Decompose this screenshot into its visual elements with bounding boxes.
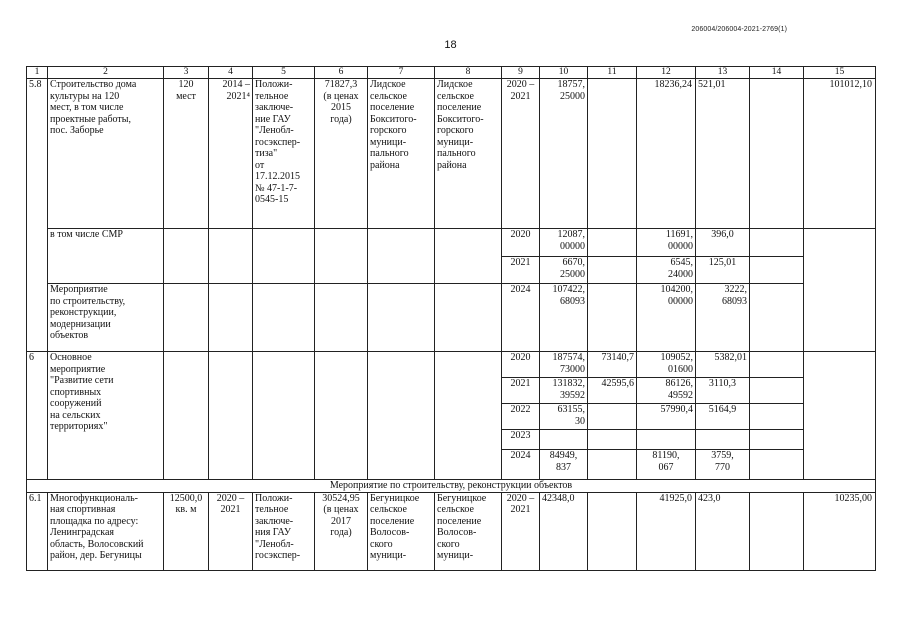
- amount-col11: [588, 450, 637, 480]
- amount-col11: 73140,7: [588, 352, 637, 378]
- amount-col14: [750, 284, 804, 352]
- year: 2024: [502, 450, 540, 480]
- empty-cell: [315, 229, 368, 284]
- amount-col15: [804, 229, 876, 352]
- empty-cell: [368, 284, 435, 352]
- capacity: 120 мест: [164, 79, 209, 229]
- header-cell: 3: [164, 67, 209, 79]
- amount-col14: [750, 79, 804, 229]
- header-cell: 14: [750, 67, 804, 79]
- item-name: Многофункциональ- ная спортивная площадка по адресу: Ленинградская область, Волосовский район, дер. Бегуницы: [48, 492, 164, 570]
- amount-col13: 3110,3: [696, 378, 750, 404]
- header-row: [27, 67, 876, 79]
- header-cell: 6: [315, 67, 368, 79]
- amount-col15: [804, 352, 876, 480]
- amount-col10: 12087, 00000: [540, 229, 588, 257]
- amount-col14: [750, 352, 804, 378]
- amount-col11: [588, 79, 637, 229]
- empty-cell: [315, 352, 368, 480]
- empty-cell: [368, 229, 435, 284]
- capacity: 12500,0 кв. м: [164, 492, 209, 570]
- amount-col10: 84949, 837: [540, 450, 588, 480]
- period: 2020 – 2021: [209, 492, 253, 570]
- header-cell: 5: [253, 67, 315, 79]
- header-cell: 8: [435, 67, 502, 79]
- estimated-cost: 30524,95 (в ценах 2017 года): [315, 492, 368, 570]
- amount-col15: 101012,10: [804, 79, 876, 229]
- amount-col11: [588, 229, 637, 257]
- table-row: [27, 492, 876, 570]
- year: 2022: [502, 404, 540, 430]
- empty-cell: [435, 229, 502, 284]
- amount-col14: [750, 450, 804, 480]
- table-row: [27, 352, 876, 378]
- empty-cell: [253, 352, 315, 480]
- amount-col12: 81190, 067: [637, 450, 696, 480]
- amount-col10: 63155, 30: [540, 404, 588, 430]
- row-number: 6.1: [27, 492, 48, 570]
- amount-col10: 107422, 68093: [540, 284, 588, 352]
- year: 2020 – 2021: [502, 492, 540, 570]
- amount-col14: [750, 229, 804, 257]
- approval-document: Положи- тельное заключе- ние ГАУ "Ленобл- госэкспер- тиза" от 17.12.2015 № 47-1-7- 0545-15: [253, 79, 315, 229]
- header-cell: 13: [696, 67, 750, 79]
- amount-col10: [540, 430, 588, 450]
- budget-table: [26, 66, 876, 571]
- item-name: Строительство дома культуры на 120 мест, в том числе проектные работы, пос. Заборье: [48, 79, 164, 229]
- customer: Лидское сельское поселение Бокситого- горского муници- пального района: [368, 79, 435, 229]
- amount-col10: 18757, 25000: [540, 79, 588, 229]
- header-cell: 4: [209, 67, 253, 79]
- empty-cell: [253, 229, 315, 284]
- amount-col12: [637, 430, 696, 450]
- amount-col10: 187574, 73000: [540, 352, 588, 378]
- empty-cell: [368, 352, 435, 480]
- amount-col13: 521,01: [696, 79, 750, 229]
- amount-col12: 18236,24: [637, 79, 696, 229]
- year: 2021: [502, 378, 540, 404]
- amount-col11: 42595,6: [588, 378, 637, 404]
- amount-col13: [696, 430, 750, 450]
- amount-col14: [750, 257, 804, 284]
- header-cell: 15: [804, 67, 876, 79]
- header-cell: 7: [368, 67, 435, 79]
- empty-cell: [164, 352, 209, 480]
- empty-cell: [209, 284, 253, 352]
- table-row: [27, 229, 876, 257]
- year: 2020 – 2021: [502, 79, 540, 229]
- table-row: [27, 284, 876, 352]
- section-row: [27, 480, 876, 493]
- amount-col13: 3759, 770: [696, 450, 750, 480]
- executor: Бегуницкое сельское поселение Волосов- ского муници-: [435, 492, 502, 570]
- amount-col10: 131832, 39592: [540, 378, 588, 404]
- empty-cell: [209, 352, 253, 480]
- amount-col11: [588, 257, 637, 284]
- year: 2020: [502, 352, 540, 378]
- header-cell: 1: [27, 67, 48, 79]
- item-name: Основное мероприятие "Развитие сети спортивных сооружений на сельских территориях": [48, 352, 164, 480]
- empty-cell: [164, 229, 209, 284]
- document-id: 206004/206004-2021-2769(1): [691, 26, 787, 33]
- row-number: 5.8: [27, 79, 48, 352]
- amount-col10: 42348,0: [540, 492, 588, 570]
- amount-col13: 125,01: [696, 257, 750, 284]
- amount-col14: [750, 492, 804, 570]
- table-row: [27, 79, 876, 229]
- year: 2024: [502, 284, 540, 352]
- amount-col11: [588, 284, 637, 352]
- amount-col13: 423,0: [696, 492, 750, 570]
- customer: Бегуницкое сельское поселение Волосов- ского муници-: [368, 492, 435, 570]
- section-title: Мероприятие по строительству, реконструкции объектов: [27, 480, 876, 493]
- amount-col11: [588, 492, 637, 570]
- page-number: 18: [444, 39, 457, 51]
- header-cell: 12: [637, 67, 696, 79]
- amount-col12: 6545, 24000: [637, 257, 696, 284]
- header-cell: 2: [48, 67, 164, 79]
- empty-cell: [253, 284, 315, 352]
- estimated-cost: 71827,3 (в ценах 2015 года): [315, 79, 368, 229]
- empty-cell: [315, 284, 368, 352]
- empty-cell: [435, 352, 502, 480]
- item-name: Мероприятие по строительству, реконструкции, модернизации объектов: [48, 284, 164, 352]
- amount-col13: 3222, 68093: [696, 284, 750, 352]
- amount-col12: 41925,0: [637, 492, 696, 570]
- header-cell: 11: [588, 67, 637, 79]
- empty-cell: [209, 229, 253, 284]
- amount-col11: [588, 404, 637, 430]
- amount-col14: [750, 430, 804, 450]
- row-number: 6: [27, 352, 48, 480]
- period: 2014 – 2021⁴: [209, 79, 253, 229]
- amount-col12: 109052, 01600: [637, 352, 696, 378]
- item-name: в том числе СМР: [48, 229, 164, 284]
- amount-col11: [588, 430, 637, 450]
- executor: Лидское сельское поселение Бокситого- горского муници- пального района: [435, 79, 502, 229]
- header-cell: 9: [502, 67, 540, 79]
- amount-col12: 104200, 00000: [637, 284, 696, 352]
- amount-col15: 10235,00: [804, 492, 876, 570]
- amount-col12: 86126, 49592: [637, 378, 696, 404]
- approval-document: Положи- тельное заключе- ния ГАУ "Ленобл- госэкспер-: [253, 492, 315, 570]
- amount-col10: 6670, 25000: [540, 257, 588, 284]
- amount-col14: [750, 378, 804, 404]
- empty-cell: [164, 284, 209, 352]
- empty-cell: [435, 284, 502, 352]
- header-cell: 10: [540, 67, 588, 79]
- year: 2023: [502, 430, 540, 450]
- amount-col13: 5382,01: [696, 352, 750, 378]
- amount-col12: 11691, 00000: [637, 229, 696, 257]
- amount-col12: 57990,4: [637, 404, 696, 430]
- amount-col13: 5164,9: [696, 404, 750, 430]
- year: 2020: [502, 229, 540, 257]
- amount-col14: [750, 404, 804, 430]
- year: 2021: [502, 257, 540, 284]
- amount-col13: 396,0: [696, 229, 750, 257]
